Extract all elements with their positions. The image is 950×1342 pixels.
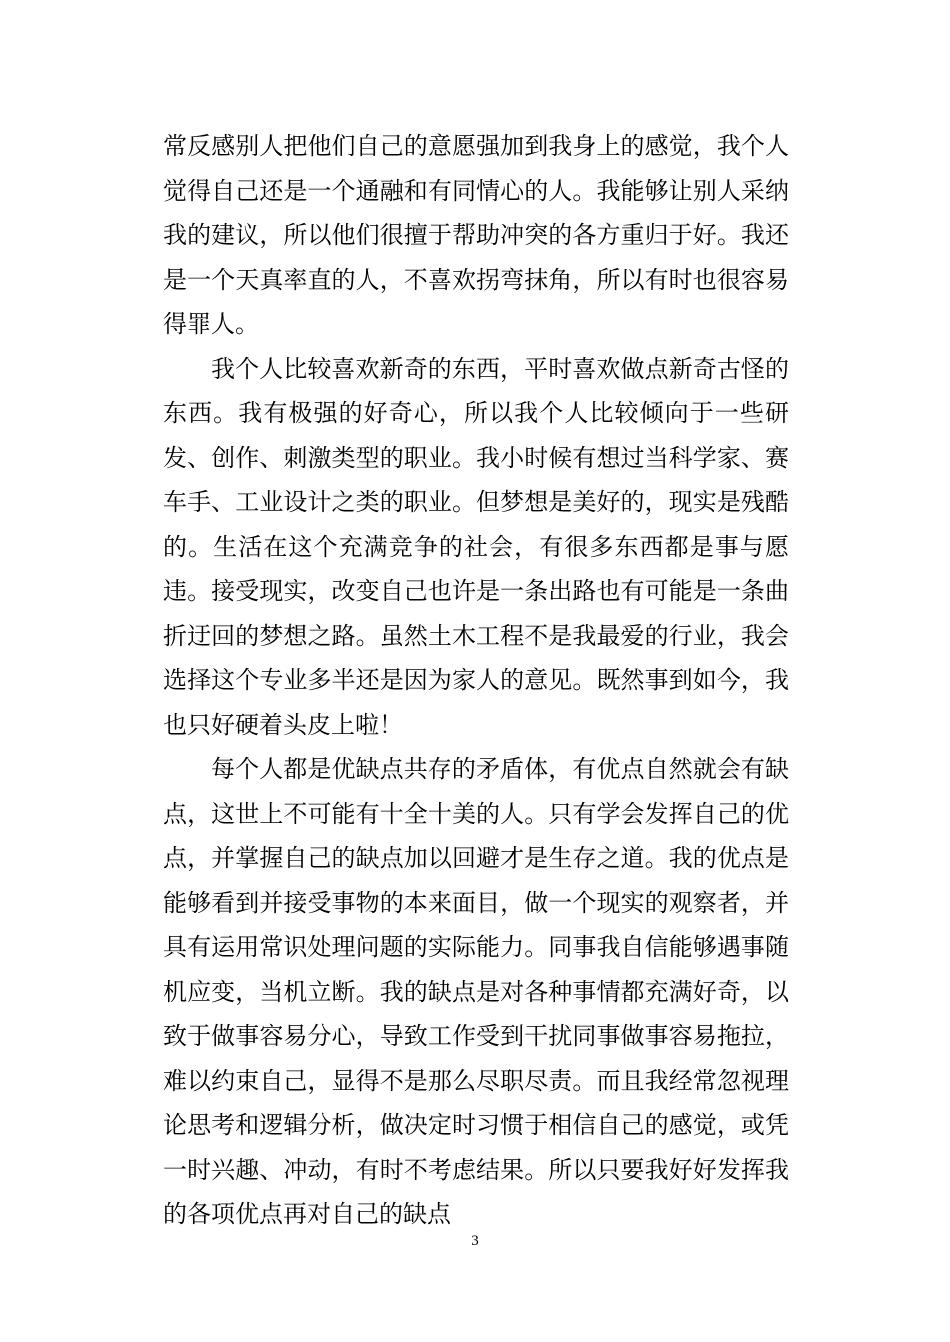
paragraph-continued: 常反感别人把他们自己的意愿强加到我身上的感觉，我个人觉得自己还是一个通融和有同情心的人。我能够让别人采纳我的建议，所以他们很擅于帮助冲突的各方重归于好。我还是一个天真率直的人，不喜欢拐弯抹角，所以有时也很容易得罪人。 [163, 132, 789, 338]
body-text [163, 124, 789, 1237]
page-number: 3 [471, 1233, 479, 1249]
paragraph-interests: 我个人比较喜欢新奇的东西，平时喜欢做点新奇古怪的东西。我有极强的好奇心，所以我个人比较倾向于一些研发、创作、刺激类型的职业。我小时候有想过当科学家、赛车手、工业设计之类的职业。但梦想是美好的，现实是残酷的。生活在这个充满竞争的社会，有很多东西都是事与愿违。接受现实，改变自己也许是一条出路也有可能是一条曲折迂回的梦想之路。虽然土木工程不是我最爱的行业，我会选择这个专业多半还是因为家人的意见。既然事到如今，我也只好硬着头皮上啦！ [163, 354, 789, 739]
paragraph-strengths-weaknesses: 每个人都是优缺点共存的矛盾体，有优点自然就会有缺点，这世上不可能有十全十美的人。只有学会发挥自己的优点，并掌握自己的缺点加以回避才是生存之道。我的优点是能够看到并接受事物的本来面目，做一个现实的观察者，并具有运用常识处理问题的实际能力。同事我自信能够遇事随机应变，当机立断。我的缺点是对各种事情都充满好奇，以致于做事容易分心，导致工作受到干扰同事做事容易拖拉，难以约束自己，显得不是那么尽职尽责。而且我经常忽视理论思考和逻辑分析，做决定时习惯于相信自己的感觉，或凭一时兴趣、冲动，有时不考虑结果。所以只要我好好发挥我的各项优点再对自己的缺点 [163, 755, 789, 1228]
